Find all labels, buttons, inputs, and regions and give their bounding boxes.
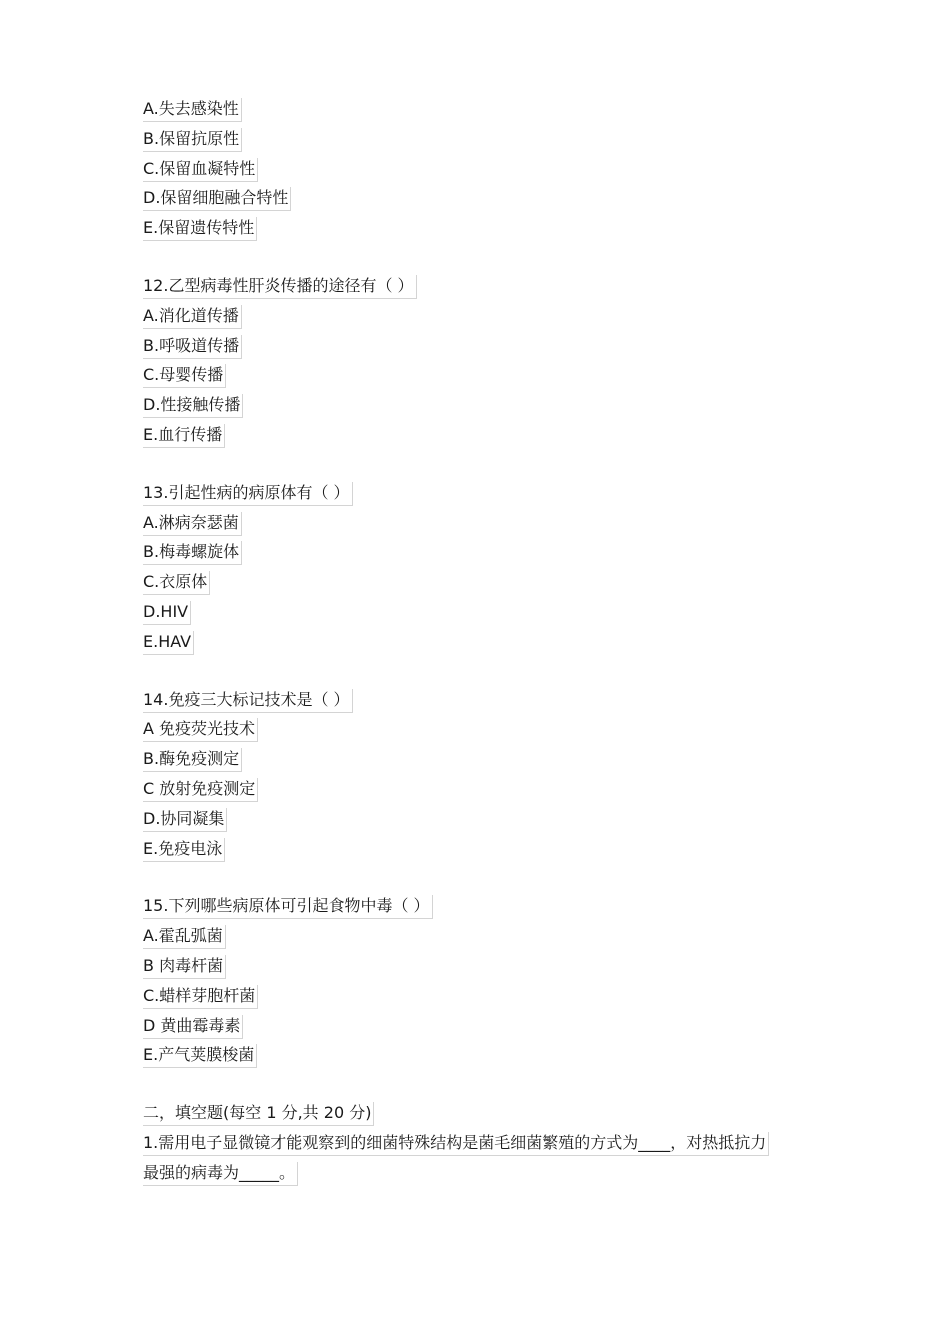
option-12-b: B.呼吸道传播: [143, 335, 242, 359]
option-11-c: C.保留血凝特性: [143, 158, 258, 182]
document-page: [143, 98, 843, 1192]
question-13: [143, 482, 843, 655]
option-11-b: B.保留抗原性: [143, 128, 242, 152]
option-15-c: C.蜡样芽胞杆菌: [143, 985, 258, 1009]
option-15-e: E.产气荚膜梭菌: [143, 1044, 257, 1068]
option-12-a: A.消化道传播: [143, 305, 242, 329]
option-14-d: D.协同凝集: [143, 808, 227, 832]
question-12: [143, 275, 843, 448]
option-13-b: B.梅毒螺旋体: [143, 541, 242, 565]
question-15-title: 15.下列哪些病原体可引起食物中毒（ ）: [143, 895, 433, 919]
option-14-c: C 放射免疫测定: [143, 778, 258, 802]
question-15: [143, 895, 843, 1068]
fill-question-1-line-2: 最强的病毒为_____。: [143, 1162, 298, 1186]
fill-question-1-line-1: 1.需用电子显微镜才能观察到的细菌特殊结构是菌毛细菌繁殖的方式为____，对热抵抗力: [143, 1132, 769, 1156]
option-14-e: E.免疫电泳: [143, 838, 225, 862]
option-13-e: E.HAV: [143, 631, 194, 655]
question-14: [143, 689, 843, 862]
option-14-b: B.酶免疫测定: [143, 748, 242, 772]
option-12-d: D.性接触传播: [143, 394, 243, 418]
option-14-a: A 免疫荧光技术: [143, 718, 258, 742]
option-15-d: D 黄曲霉毒素: [143, 1015, 243, 1039]
question-11-options: [143, 98, 843, 241]
question-13-title: 13.引起性病的病原体有（ ）: [143, 482, 353, 506]
option-11-e: E.保留遗传特性: [143, 217, 257, 241]
option-15-b: B 肉毒杆菌: [143, 955, 226, 979]
question-12-title: 12.乙型病毒性肝炎传播的途径有（ ）: [143, 275, 417, 299]
option-13-d: D.HIV: [143, 601, 191, 625]
option-13-c: C.衣原体: [143, 571, 210, 595]
section-2-heading: 二，填空题(每空 1 分,共 20 分): [143, 1102, 374, 1126]
option-11-d: D.保留细胞融合特性: [143, 187, 291, 211]
option-13-a: A.淋病奈瑟菌: [143, 512, 242, 536]
option-11-a: A.失去感染性: [143, 98, 242, 122]
question-14-title: 14.免疫三大标记技术是（ ）: [143, 689, 353, 713]
section-fill-in-blanks: [143, 1102, 843, 1186]
option-12-c: C.母婴传播: [143, 364, 226, 388]
option-15-a: A.霍乱弧菌: [143, 925, 226, 949]
option-12-e: E.血行传播: [143, 424, 225, 448]
